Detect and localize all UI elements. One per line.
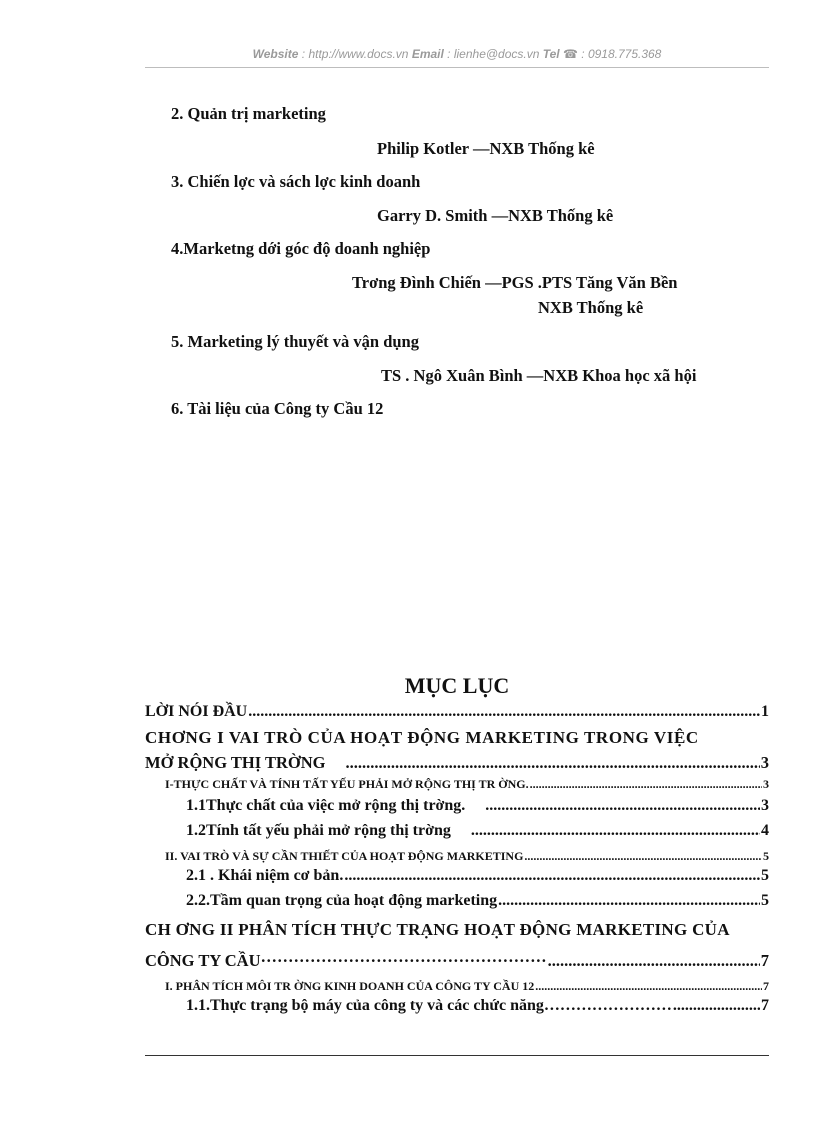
- toc-entry-page: 5: [761, 892, 769, 909]
- toc-entry: CH ƠNG II PHÂN TÍCH THỰC TRẠNG HOẠT ĐỘNG MARKETING CỦA: [145, 920, 730, 939]
- toc-leader: [548, 951, 760, 971]
- toc-entry-label: LỜI NÓI ĐẦU: [145, 703, 248, 720]
- website-label: Website: [252, 47, 299, 61]
- reference-author: TS . Ngô Xuân Bình —NXB Khoa học xã hội: [381, 366, 697, 385]
- reference-title: 4.Marketng dới góc độ doanh nghiệp: [171, 239, 431, 258]
- toc-entry-page: 1: [761, 703, 769, 720]
- toc-entry-page: 7: [763, 979, 769, 993]
- toc-leader: [673, 996, 760, 1016]
- tel-label: Tel: [542, 47, 560, 61]
- toc-entry: [145, 753, 769, 773]
- toc-entry: [186, 996, 769, 1016]
- toc-entry-page: 7: [760, 951, 769, 970]
- reference-author: Trơng Đình Chiến —PGS .PTS Tăng Văn Bền: [352, 273, 678, 292]
- toc-entry-label: 1.1.Thực trạng bộ máy của công ty và các chức năng……………………: [186, 997, 672, 1014]
- toc-entry-label: 2.2.Tầm quan trọng của hoạt động marketing: [186, 892, 498, 909]
- toc-entry-page: 5: [763, 849, 769, 863]
- reference-title: 3. Chiến lợc và sách lợc kinh doanh: [171, 172, 421, 191]
- website-value: : http://www.docs.vn: [298, 47, 412, 61]
- email-label: Email: [411, 47, 444, 61]
- tel-value: ☎ : 0918.775.368: [559, 47, 662, 61]
- toc-title: MỤC LỤC: [404, 673, 510, 698]
- toc-entry-label: 2.1 . Khái niệm cơ bản.: [186, 867, 344, 884]
- toc-entry-label: 1.2Tính tất yếu phải mở rộng thị trờng: [186, 822, 451, 839]
- reference-publisher: NXB Thống kê: [538, 298, 644, 317]
- toc-entry: [186, 866, 769, 886]
- toc-entry-page: 3: [760, 753, 769, 772]
- toc-entry-page: 4: [761, 822, 769, 839]
- header-divider: [145, 67, 769, 68]
- toc-entry-label: I-THỰC CHẤT VÀ TÍNH TẤT YẾU PHẢI MỞ RỘNG THỊ TR ỜNG.: [165, 777, 529, 791]
- toc-leader: [345, 753, 759, 773]
- toc-leader: [344, 866, 760, 886]
- toc-leader: [524, 846, 762, 866]
- reference-author: Philip Kotler —NXB Thống kê: [377, 139, 595, 158]
- toc-entry-label: 1.1Thực chất của việc mở rộng thị trờng.: [186, 797, 466, 814]
- toc-entry: [186, 796, 769, 816]
- toc-entry-page: 7: [761, 997, 769, 1014]
- toc-leader: [530, 774, 762, 794]
- reference-title: 5. Marketing lý thuyết và vận dụng: [171, 332, 419, 351]
- reference-author: Garry D. Smith —NXB Thống kê: [377, 206, 614, 225]
- toc-entry-page: 3: [761, 797, 769, 814]
- toc-leader: [471, 821, 760, 841]
- toc-entry: [165, 976, 769, 996]
- footer-divider: [145, 1055, 769, 1056]
- reference-title: 2. Quản trị marketing: [171, 104, 326, 123]
- toc-entry-label: II. VAI TRÒ VÀ SỰ CẦN THIẾT CỦA HOẠT ĐỘNG MARKETING: [165, 849, 524, 863]
- toc-leader: [535, 976, 762, 996]
- toc-entry: [186, 821, 769, 841]
- toc-entry: [186, 891, 769, 911]
- email-value: : lienhe@docs.vn: [443, 47, 543, 61]
- toc-leader: [485, 796, 760, 816]
- toc-entry-label: I. PHÂN TÍCH MÔI TR ỜNG KINH DOANH CỦA CÔNG TY CẦU 12: [165, 979, 535, 993]
- toc-entry-label: CÔNG TY CẦU····················································: [145, 951, 547, 970]
- reference-title: 6. Tài liệu của Công ty Cầu 12: [171, 399, 384, 418]
- toc-entry: [145, 951, 769, 971]
- toc-entry-label: MỞ RỘNG THỊ TRỜNG: [145, 753, 326, 772]
- toc-entry: [165, 774, 769, 794]
- toc-entry: CHƠNG I VAI TRÒ CỦA HOẠT ĐỘNG MARKETING TRONG VIỆC: [145, 728, 699, 747]
- toc-entry: [145, 702, 769, 722]
- toc-entry-page: 3: [763, 777, 769, 791]
- toc-entry: [165, 846, 769, 866]
- toc-leader: [498, 891, 760, 911]
- toc-leader: [248, 702, 760, 722]
- page-header: [145, 47, 769, 61]
- toc-entry-page: 5: [761, 867, 769, 884]
